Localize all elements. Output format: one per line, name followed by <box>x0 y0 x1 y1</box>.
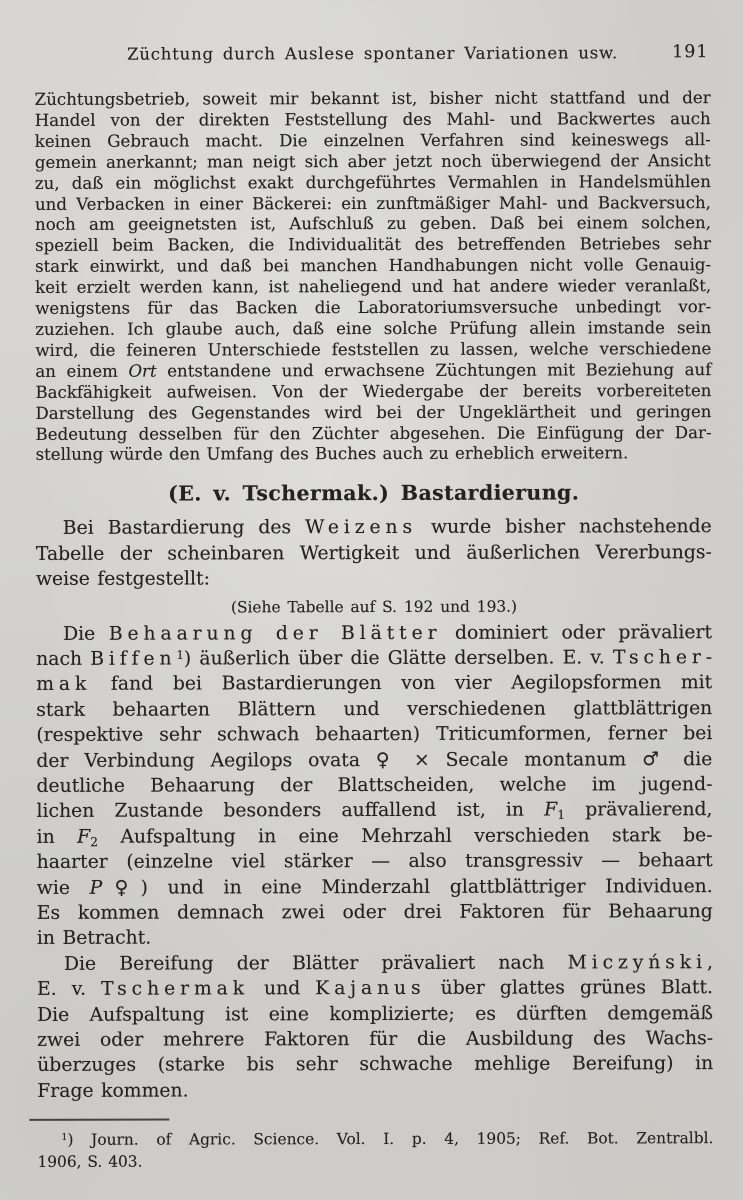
text-line: noch am geeignetsten ist, Aufschluß zu geben. Daß bei einem solchen, <box>34 213 712 235</box>
text-line: (respektive sehr schwach behaarten) Triticumformen, ferner bei <box>36 723 713 747</box>
text-line: Die Behaarung der Blätter dominiert oder prävaliert <box>63 621 713 645</box>
text-line: keit erzielt werden kann, ist naheliegend und hat andere wieder veranlaßt, <box>35 276 712 298</box>
paragraph-backversuch <box>35 88 712 466</box>
paragraph-behaarung <box>36 620 713 952</box>
text-line: Die Aufspaltung ist eine komplizierte; es dürften demgemäß <box>37 1002 714 1026</box>
text-line: speziell beim Backen, die Individualität des betreffenden Betriebes sehr <box>35 234 712 256</box>
text-line: Tabelle der scheinbaren Wertigkeit und äußerlichen Vererbungs- <box>35 541 712 565</box>
text-line: nach Biffen$^1$) äußerlich über die Glätte derselben. E. v. Tscher- <box>36 647 713 670</box>
text-line: Es kommen demnach zwei oder drei Faktoren für Behaarung <box>36 901 713 924</box>
text-line: stark behaarten Blättern und verschiedenen glattblättrigen <box>36 697 713 721</box>
text-line: Bei Bastardierung des Weizens wurde bisher nachstehende <box>62 516 712 540</box>
text-line: keinen Gebrauch macht. Die einzelnen Verfahren sind keineswegs all- <box>34 129 711 151</box>
text-line: deutliche Behaarung der Blattscheiden, welche im jugend- <box>36 774 713 797</box>
text-line: wie P♀) und in eine Minderzahl glattblättriger Individuen. <box>36 875 713 899</box>
text-line: zu, daß ein möglichst exakt durchgeführtes Vermahlen in Handelsmühlen <box>34 171 711 193</box>
paragraph-bereifung <box>37 950 713 1104</box>
text-line: haarter (einzelne viel stärker — also transgressiv — behaart <box>36 850 713 874</box>
text-line: und Verbacken in einer Bäckerei: ein zunftmäßiger Mahl- und Backversuch, <box>34 192 711 214</box>
page-content <box>35 88 714 1173</box>
text-line: wird, die feineren Unterschiede feststellen zu lassen, welche verschiedene <box>35 338 712 360</box>
text-line: der Verbindung Aegilops ovata ♀ × Secale montanum ♂ die <box>36 748 713 772</box>
text-line: wenigstens für das Backen die Laboratoriumsversuche unbedingt vor- <box>35 297 712 318</box>
text-line: in Betracht. <box>36 927 152 950</box>
text-line: Die Bereifung der Blätter prävaliert nach Miczyński, <box>63 951 713 975</box>
text-line: Backfähigkeit aufweisen. Von der Wiedergabe der bereits vorbereiteten <box>35 380 712 402</box>
paragraph-weizen-tabelle <box>36 514 712 592</box>
text-line: $^1$) Journ. of Agric. Science. Vol. I. p. 4, 1905; Ref. Bot. Zentralbl. <box>61 1129 714 1150</box>
footnote <box>37 1128 713 1173</box>
running-header <box>35 43 711 69</box>
text-line: Frage kommen. <box>37 1080 189 1102</box>
text-line: Darstellung des Gegenstandes wird bei der Ungeklärtheit und geringen <box>35 401 712 423</box>
text-line: überzuges (starke bis sehr schwache mehlige Bereifung) in <box>37 1053 714 1077</box>
text-line: an einem Ort entstandene und erwachsene Züchtungen mit Beziehung auf <box>35 359 712 381</box>
text-line: mak fand bei Bastardierungen von vier Aegilopsformen mit <box>36 672 713 696</box>
text-line: Handel von der direkten Feststellung des Mahl- und Backwertes auch <box>34 109 711 130</box>
text-line: 1906, S. 403. <box>37 1152 143 1171</box>
text-line: weise festgestellt: <box>35 568 210 591</box>
text-line: stellung würde den Umfang des Buches auch zu erheblich erweitern. <box>35 443 629 465</box>
text-line: zuziehen. Ich glaube auch, daß eine solche Prüfung allein imstande sein <box>35 318 712 339</box>
text-line: in $F_2$ Aufspaltung in eine Mehrzahl verschieden stark be- <box>36 824 713 849</box>
text-line: Bedeutung desselben für den Züchter abgesehen. Die Einfügung der Dar- <box>35 422 712 444</box>
section-heading-bastardierung: (E. v. Tschermak.) Bastardierung. <box>168 480 580 506</box>
text-line: zwei oder mehrere Faktoren für die Ausbildung des Wachs- <box>37 1028 714 1051</box>
scan-content <box>35 43 714 1173</box>
text-line: E. v. Tschermak und Kajanus über glattes grünes Blatt. <box>36 977 714 1001</box>
running-header-title: Züchtung durch Auslese spontaner Variationen usw. <box>127 43 619 64</box>
text-line: lichen Zustande besonders auffallend ist, in $F_1$ prävalierend, <box>36 799 713 823</box>
table-reference-note: (Siehe Tabelle auf S. 192 und 193.) <box>230 597 518 616</box>
text-line: gemein anerkannt; man neigt sich aber jetzt noch überwiegend der Ansicht <box>34 150 711 172</box>
text-line: stark einwirkt, und daß bei manchen Handhabungen nicht volle Genauig- <box>35 255 712 277</box>
footnote-rule <box>29 1119 169 1121</box>
text-line: Züchtungsbetrieb, soweit mir bekannt ist, bisher nicht stattfand und der <box>34 88 711 109</box>
page-number: 191 <box>672 42 709 63</box>
